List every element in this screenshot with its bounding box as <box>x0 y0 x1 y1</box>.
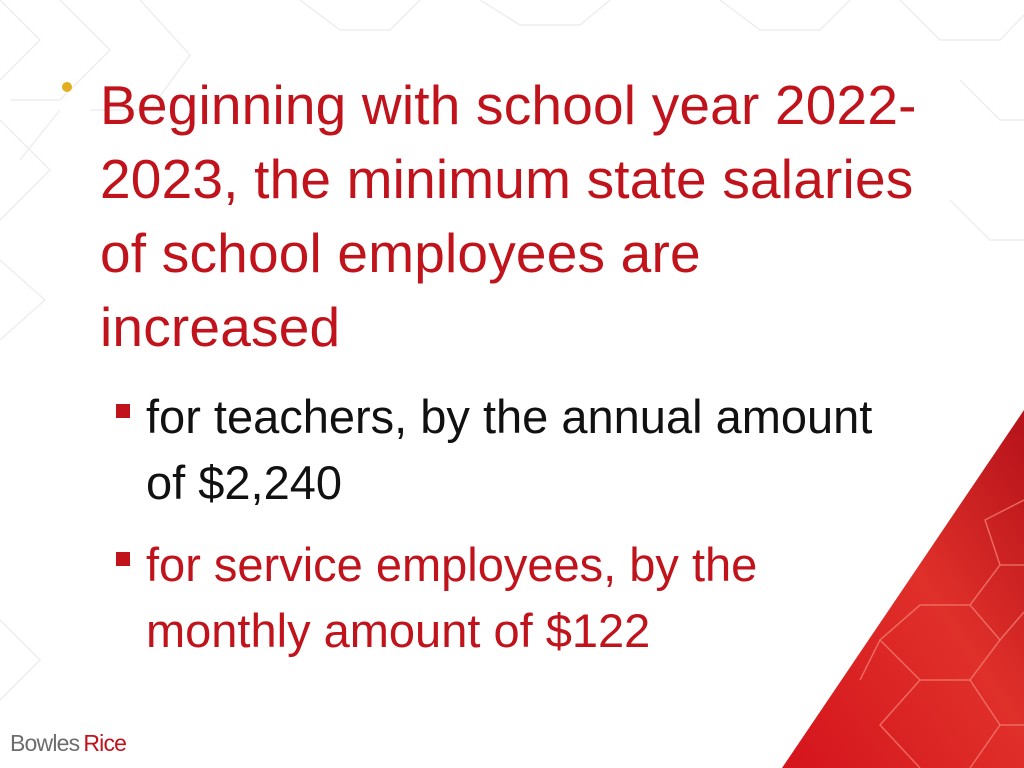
sub-bullet-service-employees <box>116 532 906 664</box>
bowles-rice-logo <box>10 730 126 757</box>
main-bullet <box>62 68 942 364</box>
sub-bullet-teachers <box>116 384 906 516</box>
square-bullet-icon <box>116 552 130 566</box>
bullet-dot-icon <box>62 82 72 92</box>
main-bullet-text: Beginning with school year 2022-2023, the minimum state salaries of school employees are increased <box>100 74 917 358</box>
logo-word-bowles: Bowles <box>10 730 80 756</box>
logo-word-rice: Rice <box>83 730 127 756</box>
square-bullet-icon <box>116 404 130 418</box>
sub-bullet-text: for teachers, by the annual amount of $2,240 <box>146 390 873 509</box>
sub-bullet-text: for service employees, by the monthly amount of $122 <box>146 538 758 657</box>
